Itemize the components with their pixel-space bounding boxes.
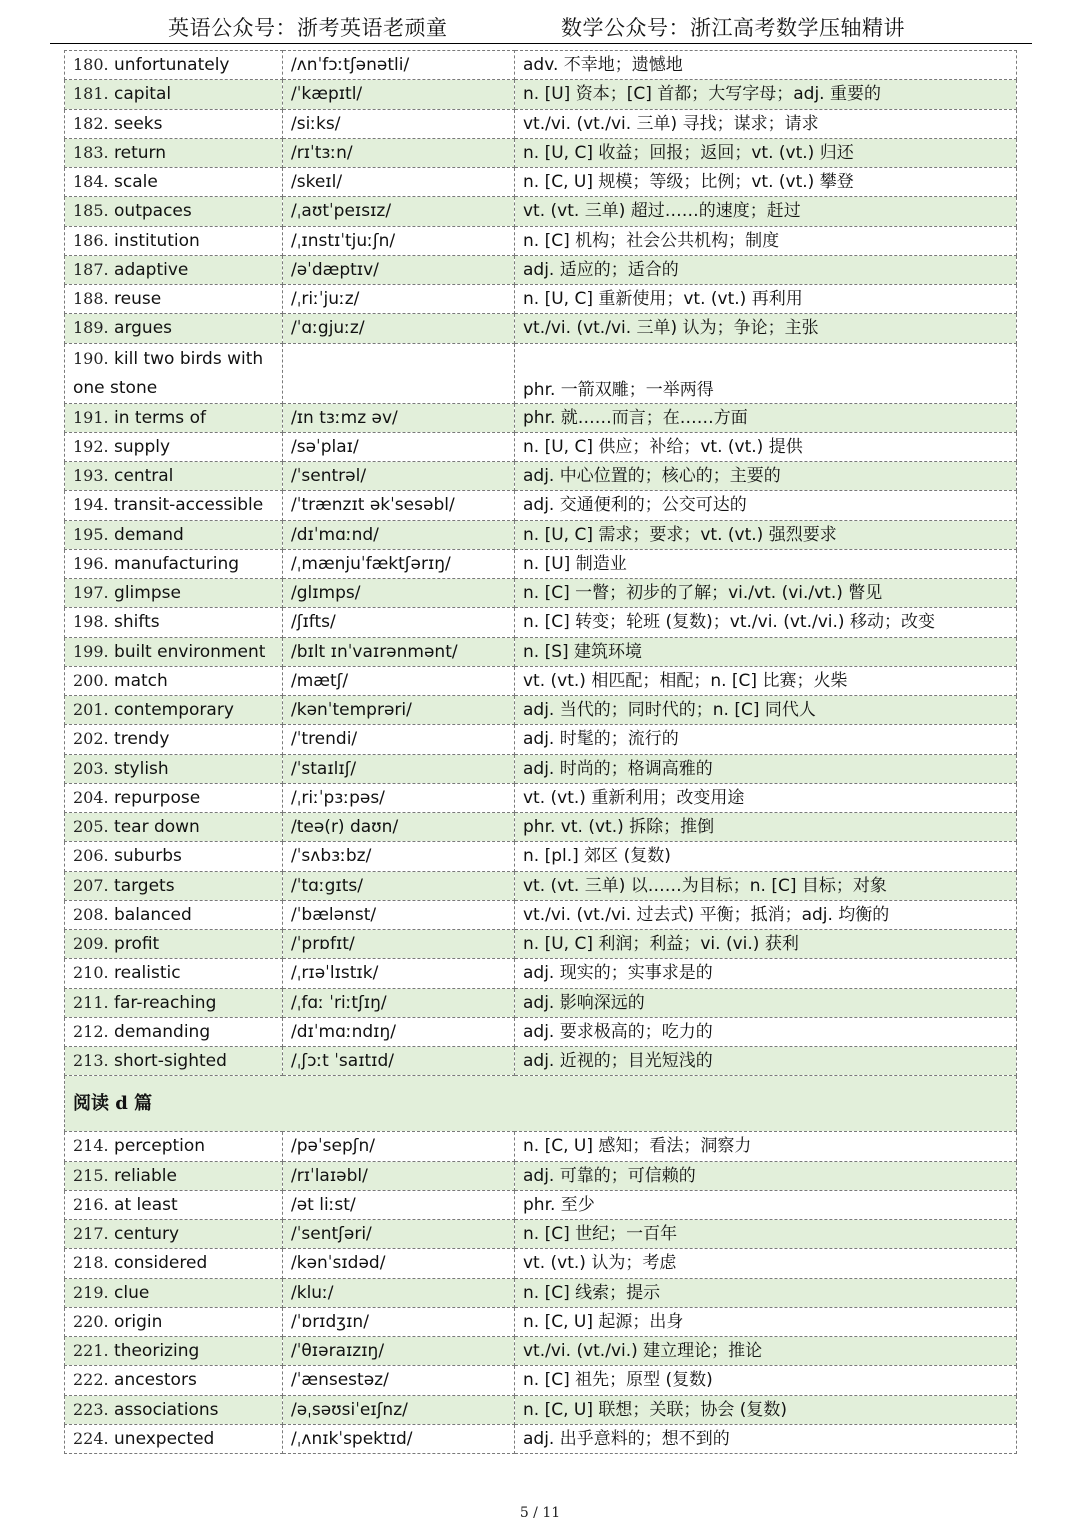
entry-number: 198.	[73, 612, 109, 632]
word-cell	[65, 343, 283, 403]
vocab-row	[65, 1395, 1017, 1424]
phonetic-cell: /ˌrɪəˈlɪstɪk/	[283, 959, 515, 988]
vocab-row	[65, 579, 1017, 608]
entry-number: 206.	[73, 846, 109, 866]
entry-number: 218.	[73, 1253, 109, 1273]
entry-word: in terms of	[114, 407, 206, 428]
word-cell	[65, 462, 283, 491]
phonetic-cell: /ˈbælənst/	[283, 900, 515, 929]
meaning-cell: adv. 不幸地；遗憾地	[515, 51, 1017, 80]
entry-number: 181.	[73, 84, 109, 104]
meaning-cell: vt. (vt. 三单) 超过……的速度；赶过	[515, 197, 1017, 226]
word-cell	[65, 255, 283, 284]
word-cell	[65, 637, 283, 666]
phonetic-cell: /əˌsəʊsiˈeɪʃnz/	[283, 1395, 515, 1424]
entry-number: 186.	[73, 230, 109, 250]
entry-word: manufacturing	[114, 553, 240, 574]
meaning-cell: vt. (vt. 三单) 以……为目标；n. [C] 目标；对象	[515, 871, 1017, 900]
entry-word: trendy	[114, 729, 170, 750]
phonetic-cell: /ˌɪnstɪˈtjuːʃn/	[283, 226, 515, 255]
word-cell	[65, 1337, 283, 1366]
phonetic-cell: /ˌmænjuˈfæktʃərɪŋ/	[283, 549, 515, 578]
vocab-row	[65, 1307, 1017, 1336]
entry-word: reuse	[114, 289, 162, 310]
entry-number: 202.	[73, 729, 109, 749]
phonetic-cell	[283, 343, 515, 403]
phonetic-cell: /ˌaʊtˈpeɪsɪz/	[283, 197, 515, 226]
word-cell	[65, 1047, 283, 1076]
phonetic-cell: /ˈɑːgjuːz/	[283, 314, 515, 343]
phonetic-cell: /ˌriːˈpɜːpəs/	[283, 783, 515, 812]
entry-word: tear down	[114, 817, 200, 838]
word-cell	[65, 168, 283, 197]
word-cell	[65, 1161, 283, 1190]
meaning-cell: adj. 交通便利的；公交可达的	[515, 491, 1017, 520]
entry-number: 201.	[73, 700, 109, 720]
phonetic-cell: /mætʃ/	[283, 666, 515, 695]
meaning-cell: phr. 一箭双雕；一举两得	[515, 343, 1017, 403]
vocab-row	[65, 959, 1017, 988]
meaning-cell: adj. 时尚的；格调高雅的	[515, 754, 1017, 783]
entry-word: argues	[114, 318, 173, 339]
word-cell	[65, 959, 283, 988]
word-cell	[65, 1307, 283, 1336]
meaning-cell: n. [U, C] 需求；要求；vt. (vt.) 强烈要求	[515, 520, 1017, 549]
vocab-row	[65, 1161, 1017, 1190]
meaning-cell: vt./vi. (vt./vi.) 建立理论；推论	[515, 1337, 1017, 1366]
word-cell	[65, 1366, 283, 1395]
entry-word: balanced	[114, 904, 192, 925]
meaning-cell: vt./vi. (vt./vi. 三单) 认为；争论；主张	[515, 314, 1017, 343]
vocab-row	[65, 1047, 1017, 1076]
meaning-cell: adj. 可靠的；可信赖的	[515, 1161, 1017, 1190]
vocab-row	[65, 1220, 1017, 1249]
vocab-row	[65, 343, 1017, 403]
entry-word: return	[114, 142, 167, 163]
vocab-row	[65, 988, 1017, 1017]
meaning-cell: n. [C] 机构；社会公共机构；制度	[515, 226, 1017, 255]
vocab-row	[65, 666, 1017, 695]
entry-number: 208.	[73, 904, 109, 924]
word-cell	[65, 491, 283, 520]
vocab-row	[65, 255, 1017, 284]
meaning-cell: n. [U] 制造业	[515, 549, 1017, 578]
phonetic-cell: /dɪˈmɑːnd/	[283, 520, 515, 549]
phonetic-cell: /ˈkæpɪtl/	[283, 80, 515, 109]
meaning-cell: adj. 适应的；适合的	[515, 255, 1017, 284]
entry-word: unexpected	[114, 1428, 215, 1449]
entry-number: 195.	[73, 524, 109, 544]
entry-word: transit-accessible	[114, 495, 264, 516]
meaning-cell: vt. (vt.) 认为；考虑	[515, 1249, 1017, 1278]
phonetic-cell: /dɪˈmɑːndɪŋ/	[283, 1017, 515, 1046]
entry-number: 196.	[73, 553, 109, 573]
meaning-cell: n. [S] 建筑环境	[515, 637, 1017, 666]
entry-word: scale	[114, 172, 158, 193]
entry-word: profit	[114, 934, 160, 955]
meaning-cell: adj. 时髦的；流行的	[515, 725, 1017, 754]
word-cell	[65, 520, 283, 549]
word-cell	[65, 754, 283, 783]
word-cell	[65, 1424, 283, 1453]
word-cell	[65, 871, 283, 900]
word-cell	[65, 1249, 283, 1278]
word-cell	[65, 80, 283, 109]
entry-word: short-sighted	[114, 1051, 227, 1072]
word-cell	[65, 813, 283, 842]
entry-word: unfortunately	[114, 55, 230, 76]
entry-word: reliable	[114, 1165, 177, 1186]
entry-number: 207.	[73, 875, 109, 895]
entry-number: 222.	[73, 1370, 109, 1390]
entry-word: far-reaching	[114, 992, 217, 1013]
entry-number: 205.	[73, 817, 109, 837]
vocab-row	[65, 1424, 1017, 1453]
vocab-row	[65, 608, 1017, 637]
phonetic-cell: /siːks/	[283, 109, 515, 138]
entry-number: 215.	[73, 1165, 109, 1185]
meaning-cell: adj. 当代的；同时代的；n. [C] 同代人	[515, 696, 1017, 725]
vocab-row	[65, 871, 1017, 900]
phonetic-cell: /rɪˈlaɪəbl/	[283, 1161, 515, 1190]
entry-word: shifts	[114, 612, 160, 633]
word-cell	[65, 842, 283, 871]
meaning-cell: n. [C] 转变；轮班 (复数)；vt./vi. (vt./vi.) 移动；改变	[515, 608, 1017, 637]
phonetic-cell: /ˈstaɪlɪʃ/	[283, 754, 515, 783]
word-cell	[65, 1190, 283, 1219]
vocab-row	[65, 138, 1017, 167]
entry-word: perception	[114, 1136, 206, 1157]
vocab-row	[65, 754, 1017, 783]
vocab-row	[65, 491, 1017, 520]
phonetic-cell: /rɪˈtɜːn/	[283, 138, 515, 167]
meaning-cell: vt./vi. (vt./vi. 过去式) 平衡；抵消；adj. 均衡的	[515, 900, 1017, 929]
entry-word: seeks	[114, 113, 163, 134]
entry-number: 219.	[73, 1282, 109, 1302]
vocab-row	[65, 1249, 1017, 1278]
phonetic-cell: /teə(r) daʊn/	[283, 813, 515, 842]
word-cell	[65, 1278, 283, 1307]
word-cell	[65, 197, 283, 226]
meaning-cell: vt./vi. (vt./vi. 三单) 寻找；谋求；请求	[515, 109, 1017, 138]
word-cell	[65, 725, 283, 754]
meaning-cell: n. [C] 一瞥；初步的了解；vi./vt. (vi./vt.) 瞥见	[515, 579, 1017, 608]
phonetic-cell: /ˈsʌbɜːbz/	[283, 842, 515, 871]
phonetic-cell: /ʃɪfts/	[283, 608, 515, 637]
entry-number: 191.	[73, 407, 109, 427]
meaning-cell: adj. 中心位置的；核心的；主要的	[515, 462, 1017, 491]
word-cell	[65, 608, 283, 637]
phonetic-cell: /kənˈsɪdəd/	[283, 1249, 515, 1278]
page-header	[0, 0, 1080, 44]
entry-number: 200.	[73, 670, 109, 690]
meaning-cell: adj. 要求极高的；吃力的	[515, 1017, 1017, 1046]
meaning-cell: n. [C] 祖先；原型 (复数)	[515, 1366, 1017, 1395]
phonetic-cell: /ˌfɑː ˈriːtʃɪŋ/	[283, 988, 515, 1017]
vocab-row	[65, 842, 1017, 871]
vocab-row	[65, 696, 1017, 725]
vocab-row	[65, 725, 1017, 754]
vocab-row	[65, 403, 1017, 432]
meaning-cell: phr. 就……而言；在……方面	[515, 403, 1017, 432]
vocabulary-table-body	[65, 51, 1017, 1454]
meaning-cell: adj. 出乎意料的；想不到的	[515, 1424, 1017, 1453]
entry-number: 209.	[73, 934, 109, 954]
word-cell	[65, 138, 283, 167]
meaning-cell: n. [C] 世纪；一百年	[515, 1220, 1017, 1249]
entry-number: 224.	[73, 1428, 109, 1448]
entry-number: 188.	[73, 289, 109, 309]
entry-word: capital	[114, 84, 172, 105]
phonetic-cell: /ˈɒrɪdʒɪn/	[283, 1307, 515, 1336]
entry-number: 180.	[73, 55, 109, 75]
vocab-row	[65, 930, 1017, 959]
entry-word: contemporary	[114, 700, 234, 721]
entry-number: 199.	[73, 641, 109, 661]
phonetic-cell: /ˈθɪəraɪzɪŋ/	[283, 1337, 515, 1366]
vocab-row	[65, 51, 1017, 80]
phonetic-cell: /bɪlt ɪnˈvaɪrənmənt/	[283, 637, 515, 666]
phonetic-cell: /kluː/	[283, 1278, 515, 1307]
meaning-cell: vt. (vt.) 相匹配；相配；n. [C] 比赛；火柴	[515, 666, 1017, 695]
entry-number: 212.	[73, 1021, 109, 1041]
header-english-account: 英语公众号：浙考英语老顽童	[168, 16, 448, 40]
vocab-row	[65, 1278, 1017, 1307]
word-cell	[65, 285, 283, 314]
vocab-row	[65, 1132, 1017, 1161]
vocab-row	[65, 1337, 1017, 1366]
vocab-row	[65, 1017, 1017, 1046]
entry-word: realistic	[114, 963, 181, 984]
entry-word: demand	[114, 524, 184, 545]
entry-word: built environment	[114, 641, 266, 662]
word-cell	[65, 1017, 283, 1046]
phonetic-cell: /ət liːst/	[283, 1190, 515, 1219]
header-math-account: 数学公众号：浙江高考数学压轴精讲	[561, 16, 905, 40]
phonetic-cell: /ˈtɑːgɪts/	[283, 871, 515, 900]
phonetic-cell: /səˈplaɪ/	[283, 432, 515, 461]
entry-number: 211.	[73, 992, 109, 1012]
word-cell	[65, 51, 283, 80]
word-cell	[65, 1220, 283, 1249]
meaning-cell: n. [pl.] 郊区 (复数)	[515, 842, 1017, 871]
entry-number: 213.	[73, 1051, 109, 1071]
word-cell	[65, 432, 283, 461]
word-cell	[65, 549, 283, 578]
vocab-row	[65, 226, 1017, 255]
vocab-row	[65, 314, 1017, 343]
vocab-row	[65, 462, 1017, 491]
entry-number: 220.	[73, 1311, 109, 1331]
meaning-cell: n. [C, U] 起源；出身	[515, 1307, 1017, 1336]
vocab-row	[65, 900, 1017, 929]
phonetic-cell: /ˈtrendi/	[283, 725, 515, 754]
entry-number: 223.	[73, 1399, 109, 1419]
word-cell	[65, 109, 283, 138]
vocab-row	[65, 783, 1017, 812]
meaning-cell: vt. (vt.) 重新利用；改变用途	[515, 783, 1017, 812]
entry-word: theorizing	[114, 1341, 200, 1362]
entry-number: 182.	[73, 113, 109, 133]
entry-number: 194.	[73, 495, 109, 515]
meaning-cell: n. [C] 线索；提示	[515, 1278, 1017, 1307]
word-cell	[65, 988, 283, 1017]
entry-word: outpaces	[114, 201, 192, 222]
vocab-row	[65, 109, 1017, 138]
entry-word: glimpse	[114, 583, 181, 604]
meaning-cell: n. [U] 资本；[C] 首都；大写字母；adj. 重要的	[515, 80, 1017, 109]
word-cell	[65, 900, 283, 929]
meaning-cell: n. [C, U] 联想；关联；协会 (复数)	[515, 1395, 1017, 1424]
entry-word: origin	[114, 1311, 163, 1332]
vocab-row	[65, 1190, 1017, 1219]
meaning-cell: adj. 近视的；目光短浅的	[515, 1047, 1017, 1076]
entry-word: supply	[114, 436, 171, 457]
entry-word: ancestors	[114, 1370, 197, 1391]
entry-number: 214.	[73, 1136, 109, 1156]
word-cell	[65, 783, 283, 812]
meaning-cell: n. [C, U] 规模；等级；比例；vt. (vt.) 攀登	[515, 168, 1017, 197]
entry-number: 221.	[73, 1341, 109, 1361]
phonetic-cell: /ˌriːˈjuːz/	[283, 285, 515, 314]
entry-number: 204.	[73, 787, 109, 807]
entry-word: considered	[114, 1253, 208, 1274]
entry-word: adaptive	[114, 259, 189, 280]
entry-number: 184.	[73, 172, 109, 192]
entry-word: demanding	[114, 1021, 211, 1042]
phonetic-cell: /ˈtrænzɪt əkˈsesəbl/	[283, 491, 515, 520]
entry-word: clue	[114, 1282, 150, 1303]
entry-word: associations	[114, 1399, 219, 1420]
phonetic-cell: /ˈprɒfɪt/	[283, 930, 515, 959]
entry-number: 193.	[73, 466, 109, 486]
word-cell	[65, 930, 283, 959]
section-heading: 阅读 d 篇	[65, 1076, 1017, 1132]
entry-number: 189.	[73, 318, 109, 338]
phonetic-cell: /glɪmps/	[283, 579, 515, 608]
meaning-cell: n. [U, C] 供应；补给；vt. (vt.) 提供	[515, 432, 1017, 461]
entry-word: targets	[114, 875, 175, 896]
entry-word: at least	[114, 1194, 178, 1215]
word-cell	[65, 579, 283, 608]
vocab-row	[65, 637, 1017, 666]
section-heading-row	[65, 1076, 1017, 1132]
entry-number: 187.	[73, 259, 109, 279]
entry-word: kill two birds with one stone	[73, 348, 264, 398]
entry-number: 217.	[73, 1224, 109, 1244]
entry-word: repurpose	[114, 787, 201, 808]
phonetic-cell: /ˈsentrəl/	[283, 462, 515, 491]
entry-number: 203.	[73, 758, 109, 778]
entry-word: century	[114, 1224, 180, 1245]
entry-number: 210.	[73, 963, 109, 983]
vocab-row	[65, 549, 1017, 578]
phonetic-cell: /ˈsentʃəri/	[283, 1220, 515, 1249]
phonetic-cell: /ʌnˈfɔːtʃənətli/	[283, 51, 515, 80]
vocab-row	[65, 285, 1017, 314]
entry-word: central	[114, 466, 174, 487]
meaning-cell: adj. 影响深远的	[515, 988, 1017, 1017]
phonetic-cell: /skeɪl/	[283, 168, 515, 197]
header-divider	[50, 43, 1032, 44]
entry-word: institution	[114, 230, 200, 251]
word-cell	[65, 1132, 283, 1161]
phonetic-cell: /əˈdæptɪv/	[283, 255, 515, 284]
vocabulary-table	[64, 50, 1017, 1454]
word-cell	[65, 403, 283, 432]
meaning-cell: adj. 现实的；实事求是的	[515, 959, 1017, 988]
entry-word: stylish	[114, 758, 169, 779]
page-number: 5 / 11	[519, 1505, 561, 1521]
phonetic-cell: /ɪn tɜːmz əv/	[283, 403, 515, 432]
entry-word: suburbs	[114, 846, 182, 867]
meaning-cell: n. [C, U] 感知；看法；洞察力	[515, 1132, 1017, 1161]
vocab-row	[65, 520, 1017, 549]
vocab-row	[65, 432, 1017, 461]
word-cell	[65, 1395, 283, 1424]
meaning-cell: n. [U, C] 收益；回报；返回；vt. (vt.) 归还	[515, 138, 1017, 167]
entry-number: 185.	[73, 201, 109, 221]
vocab-row	[65, 80, 1017, 109]
vocab-row	[65, 168, 1017, 197]
word-cell	[65, 226, 283, 255]
phonetic-cell: /kənˈtemprəri/	[283, 696, 515, 725]
entry-word: match	[114, 670, 168, 691]
meaning-cell: n. [U, C] 重新使用；vt. (vt.) 再利用	[515, 285, 1017, 314]
phonetic-cell: /ˈænsestəz/	[283, 1366, 515, 1395]
meaning-cell: phr. 至少	[515, 1190, 1017, 1219]
entry-number: 183.	[73, 142, 109, 162]
phonetic-cell: /ˌʃɔːt ˈsaɪtɪd/	[283, 1047, 515, 1076]
vocab-row	[65, 1366, 1017, 1395]
meaning-cell: n. [U, C] 利润；利益；vi. (vi.) 获利	[515, 930, 1017, 959]
vocab-row	[65, 197, 1017, 226]
entry-number: 216.	[73, 1194, 109, 1214]
meaning-cell: phr. vt. (vt.) 拆除；推倒	[515, 813, 1017, 842]
entry-number: 190.	[73, 348, 109, 368]
entry-number: 197.	[73, 583, 109, 603]
word-cell	[65, 314, 283, 343]
phonetic-cell: /pəˈsepʃn/	[283, 1132, 515, 1161]
entry-number: 192.	[73, 436, 109, 456]
phonetic-cell: /ˌʌnɪkˈspektɪd/	[283, 1424, 515, 1453]
word-cell	[65, 696, 283, 725]
word-cell	[65, 666, 283, 695]
vocab-row	[65, 813, 1017, 842]
